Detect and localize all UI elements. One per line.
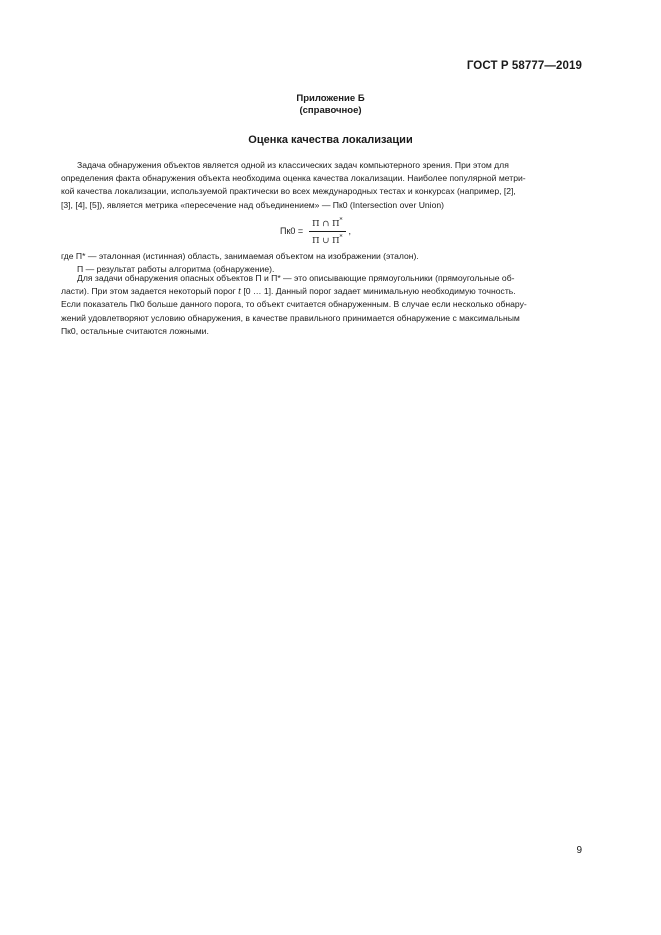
formula-tail: , bbox=[348, 226, 352, 236]
intro-paragraph bbox=[61, 159, 582, 212]
formula-lhs: Пк0 = bbox=[280, 226, 304, 236]
section-title: Оценка качества локализации bbox=[248, 134, 413, 146]
page-number: 9 bbox=[576, 845, 582, 856]
annex-heading bbox=[0, 93, 661, 117]
text-line: жений удовлетворяют условию обнаружения, в качестве правильного принимается обнаружение с максимальным bbox=[61, 312, 520, 323]
text-line: Задача обнаружения объектов является одной из классических задач компьютерного зрения. При этом для bbox=[77, 160, 509, 170]
annex-title: Приложение Б bbox=[296, 93, 365, 104]
where-line: где П* — эталонная (истинная) область, занимаемая объектом на изображении (эталон). bbox=[61, 251, 419, 261]
threshold-variable: t bbox=[238, 286, 241, 298]
text-line: Если показатель Пк0 больше данного порога, то объект считается обнаруженным. В случае если несколько обнару- bbox=[61, 299, 527, 310]
formula-denominator: П ∪ П* bbox=[312, 233, 343, 246]
formula-numerator: П ∩ П* bbox=[309, 217, 345, 232]
text-line: Пк0, остальные считаются ложными. bbox=[61, 325, 209, 336]
text-line: Для задачи обнаружения опасных объектов П и П* — это описывающие прямоугольники (прямоугольные об- bbox=[77, 273, 515, 283]
detection-paragraph bbox=[61, 272, 582, 338]
where-line: П — результат работы алгоритма (обнаружение). bbox=[77, 264, 275, 274]
formula-fraction bbox=[309, 217, 345, 246]
standard-code: ГОСТ Р 58777—2019 bbox=[466, 60, 582, 72]
text-line: [3], [4], [5]), является метрика «пересечение над объединением» — Пк0 (Intersection over Union) bbox=[61, 199, 445, 210]
text-line: ласти). При этом задается некоторый порог t [0 … 1]. Данный порог задает минимальную необходимую точность. bbox=[61, 286, 516, 298]
text-line: кой качества локализации, используемой практически во всех международных тестах и конкурсах (например, [2], bbox=[61, 186, 516, 197]
iou-formula bbox=[280, 216, 351, 246]
annex-subtitle: (справочное) bbox=[299, 105, 362, 116]
text-line: определения факта обнаружения объекта необходима оценка качества локализации. Наиболее популярной метри- bbox=[61, 173, 526, 184]
